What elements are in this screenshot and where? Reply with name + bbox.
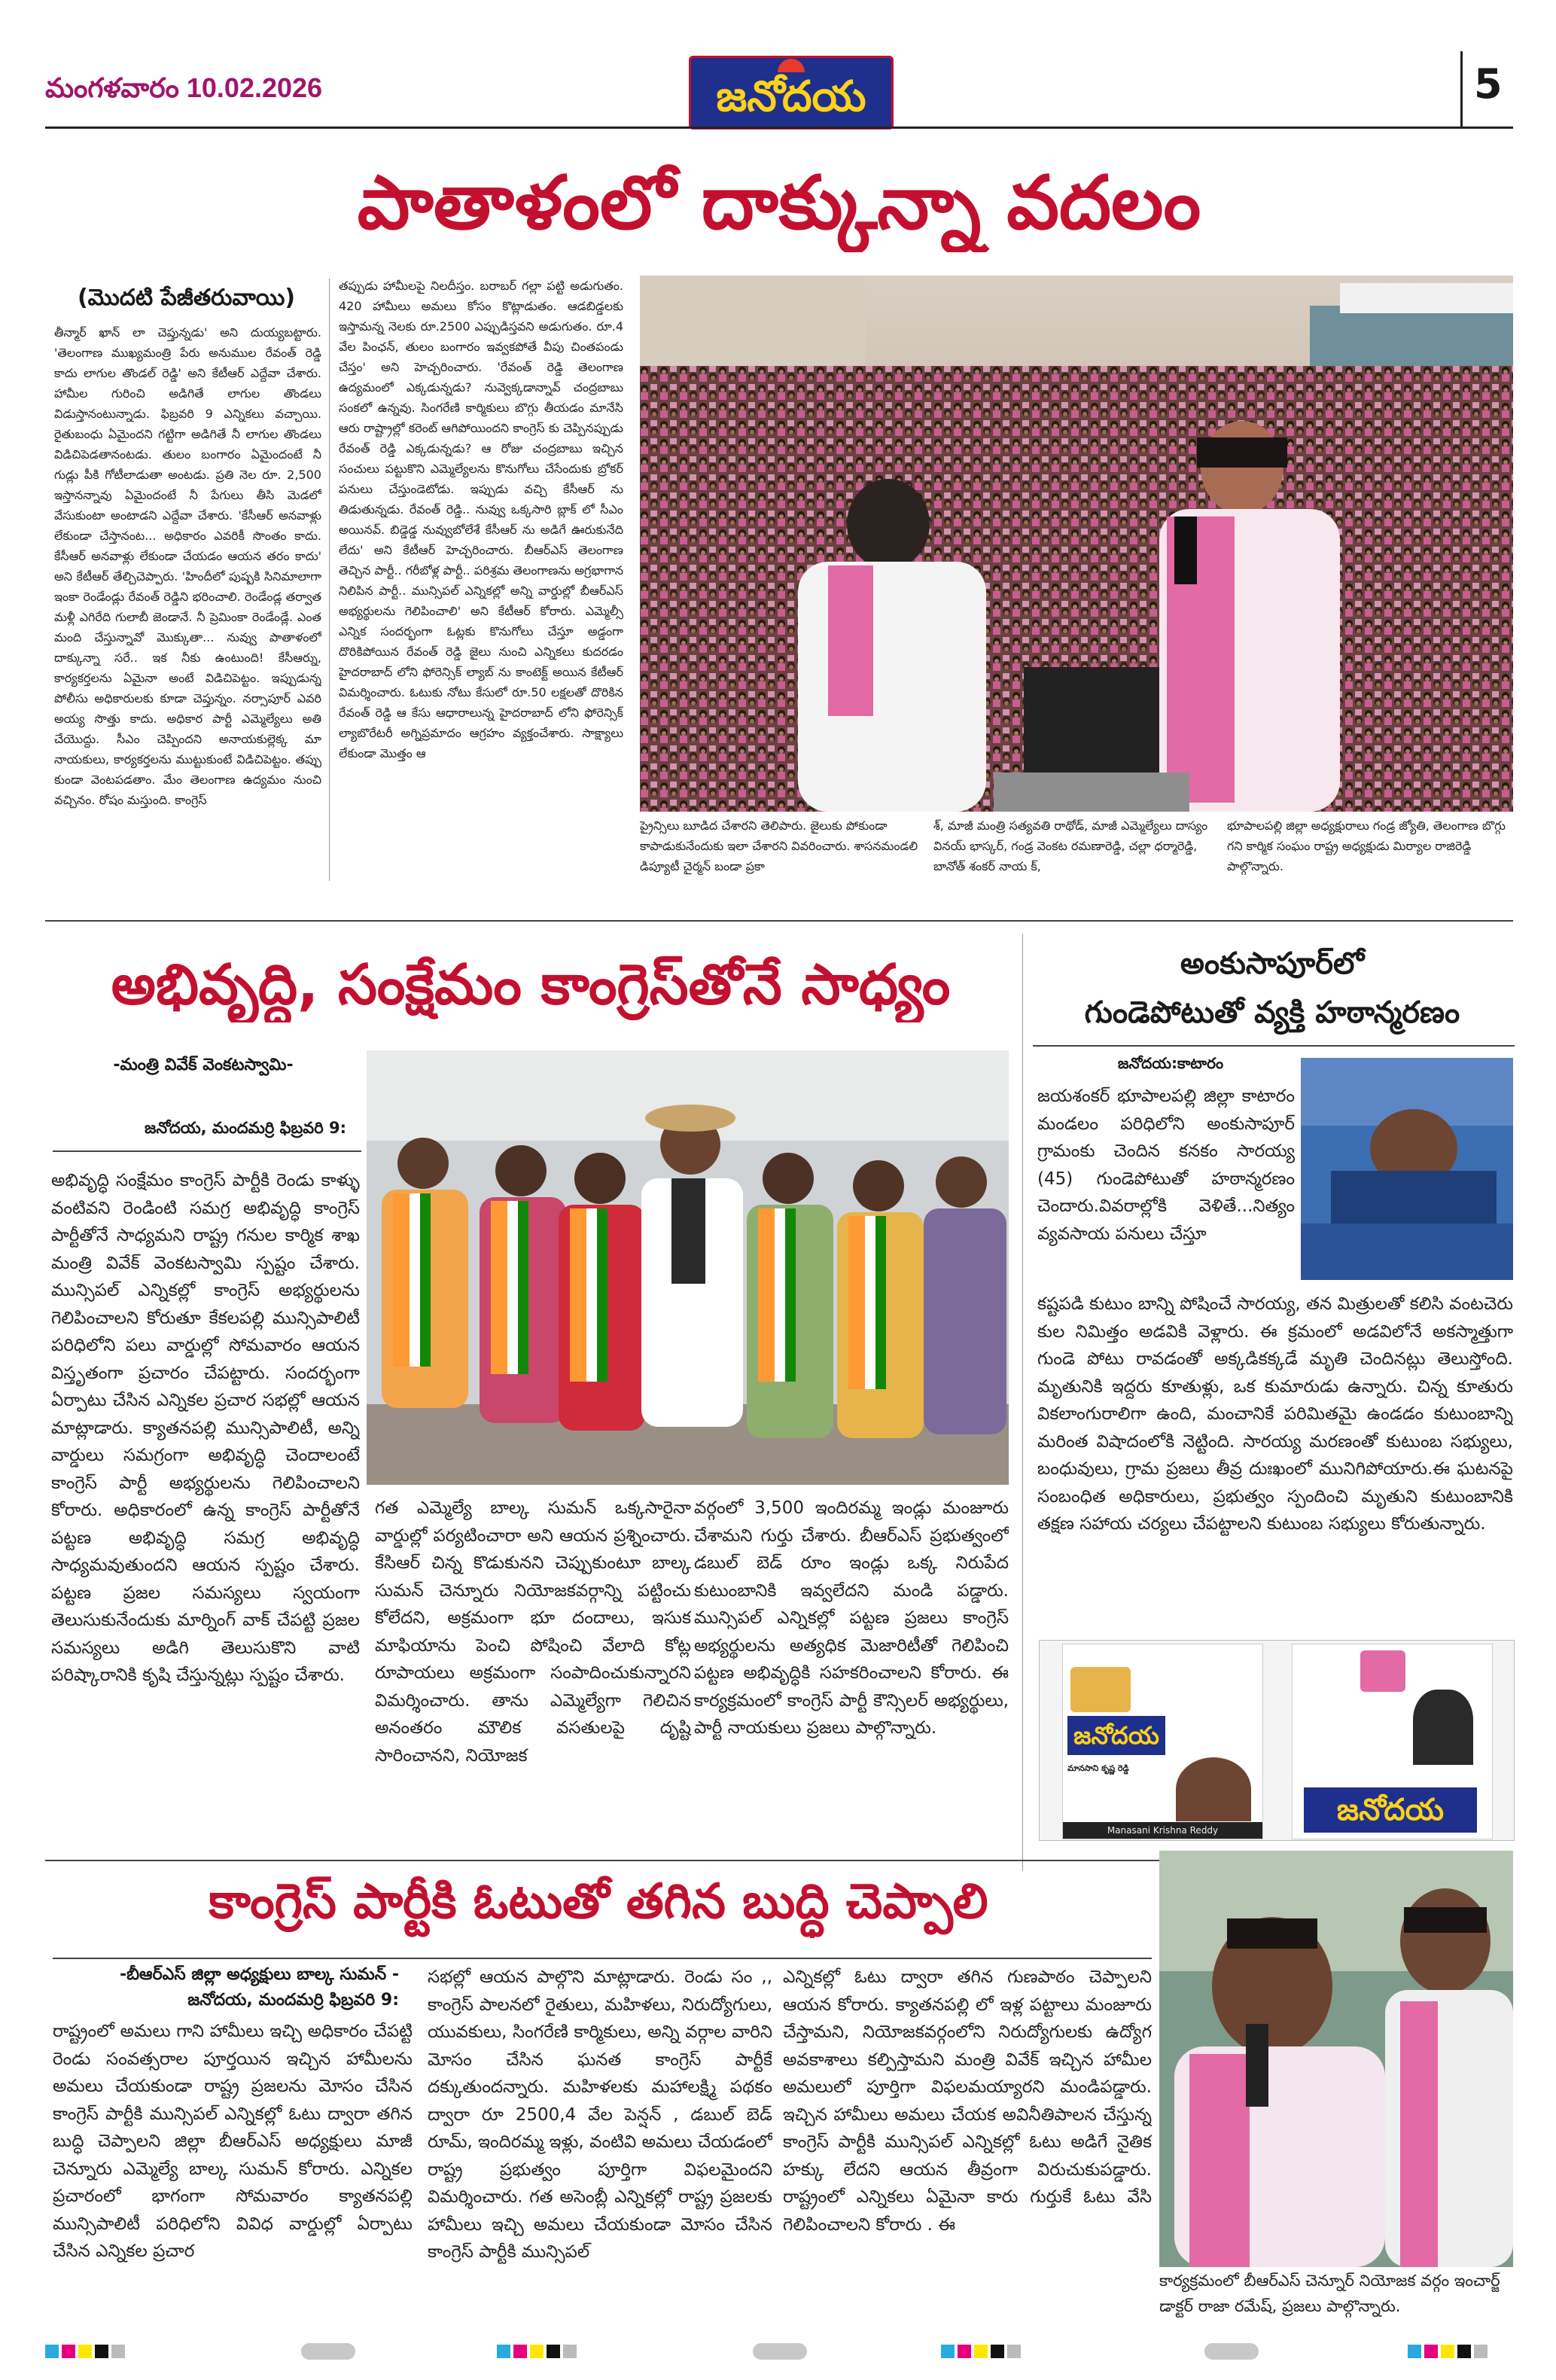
continuation-label: (మొదటి పేజీతరువాయి) [77,285,296,311]
lead-column-1: తీన్మార్ ఖాన్ లా చెప్తున్నడు' అని దుయ్యబట్టారు. 'తెలంగాణ ముఖ్యమంత్రి పేరు అనుముల రేవంత్ రెడ్డి కాదు లాగుల తొండల్ రెడ్డి' అని కేటీఆర్ ఎద్దేవా చేశారు. హామీల గురించి అడిగితే లాగుల తొండలు విడుస్తానంటున్నాడు. ఫిబ్రవరి 9 ఎన్నికలు వచ్చాయి. రైతుబంధు ఏమైందని గట్టిగా అడిగితే నీ లాగుల తొండలు విడిచిపెడతానంటడు. తులం బంగారం ఏమైందంటే నీ గుడ్లు పీకి గోటీలాడుతా అంటడు. ప్రతి నెల రూ. 2,500 ఇస్తానన్నావు ఏమైందంటే నీ పేగులు తీసి మెడలో వేసుకుంటా అంటాడని ఎద్దేవా చేశారు. 'కేసీఆర్ అనవాళ్లు లేకుండా చేస్తానంట... అధికారం ఎవరికీ సొంతం కాదు. కేసీఆర్ అనవాళ్లు లేకుండా చేయడం ఆయన తరం కాదు' అని కేటీఆర్ తేల్చిచెప్పారు. 'హిందీలో పుష్పకి సినిమాలాగా ఇంకా రెండేండ్లు రేవంత్ రెడ్డిని భరించాలి. రెండేండ్ల తర్వాత మళ్లీ ఎగిరేది గులాబీ జెండానే. నీ ప్రెమింకా రెండేండ్లే. ఎంత మంది చేస్తున్నావో మొక్కుతా... నువ్వు పాతాళంలో దాక్కున్నా సరే.. ఇక నీకు ఉంటుంది! కేసీఆర్ను, కార్యకర్తలను ఏమైనా అంటే విడిచిపెట్టం. ఇప్పుడున్న పోలీసు అధికారులకు కూడా చెప్తున్నం. నర్సాపూర్ ఎవరి అయ్య సొత్తు కాదు. అధికార పార్టీ ఎమ్మెల్యేలు అతి చేయొద్దు. సీఎం చెప్పిందని అనాయకుల్లెక్క మా నాయకులు, కార్యకర్తలను ముట్టుకుంటే విడిచిపెట్టం. తప్పు కుండా వెంటపడతాం. మేం తెలంగాణ ఉద్యమం నుంచి వచ్చినం. రోషం మస్తుంది. కాంగ్రెస్ [54,325,321,807]
ad-left-name: మానసాని కృష్ణ రెడ్డి [1067,1763,1129,1773]
lead-column-2: తప్పుడు హామీలపై నిలదీస్తం. బరాబర్ గల్లా పట్టి అడుగుతం. 420 హామీలు అమలు కోసం కొట్లాడుతం. ఆడబిడ్డలకు ఇస్తామన్న నెలకు రూ.2500 ఎప్పుడిస్తవని అడుగుతం. రూ.4 వేల పింఛన్, తులం బంగారం ఇవ్వకపోతే వీపు చింతపండు చేస్తం' అని హెచ్చరించారు. 'రేవంత్ రెడ్డి తెలంగాణ ఉద్యమంలో ఎక్కడున్నడు? నువ్వెక్కడాన్నావ్ చంద్రబాబు సంకలో ఉన్నవు. సింగరేణి కార్మికులు బొగ్గు తీయడం మానేసి ఆరు రాష్ట్రాల్లో కరెంట్ ఆగిపోయిందని కాంగ్రెస్ కు చెప్పినప్పుడు రేవంత్ రెడ్డి ఎక్కడున్నడు? ఆ రోజు చంద్రబాబు ఇచ్చిన సంచులు పట్టుకొని ఎమ్మెల్యేలను కొనుగోలు చేసేందుకు బ్రోకర్ పనులు చేస్తుండెటోడు. ఇప్పుడు వచ్చి కేసీఆర్ ను తిడుతున్నడు. రేవంత్ రెడ్డి.. నువ్వు ఒక్కసారి బ్లాక్ లో సీఎం అయినవ్. బిడ్డెడ్డ నువ్వుబోలేశే కేసీఆర్ ను అడిగే ఊరుకునేది లేదు' అని కేటీఆర్ హెచ్చరించారు. బీఆర్ఎస్ తెలంగాణ తెచ్చిన పార్టీ.. గరీబోళ్ల పార్టీ.. పరిశ్రమ తెలంగాణను అగ్రభాగాన నిలిపిన పార్టీ.. మున్సిపల్ ఎన్నికల్లో అన్ని వార్డుల్లో బీఆర్ఎస్ అభ్యర్థులను గెలిపించాలి' అని కేటీఆర్ కోరారు. ఎమ్మెల్సీ ఎన్నిక సందర్భంగా ఓట్లకు కొనుగోలు చేస్తూ అడ్డంగా దొరికిపోయిన రేవంత్ రెడ్డి జైలు నుంచి ఎన్నికలు కుదరడం హైదరాబాద్ లోని ఫోరెన్సిక్ ల్యాబ్ ను కాంటెక్ట్ అయిన కేటీఆర్ విమర్శించారు. ఓటుకు నోటు కేసులో రూ.50 లక్షలతో దొరికిన రేవంత్ రెడ్డి ఆ కేసు ఆధారాలున్న హైదరాబాద్ లోని ఫోరెన్సిక్ ల్యాబొరేటరీ అగ్నిప్రమాదం ఆగ్రహం వ్యక్తంచేశారు. సాక్ష్యాలు లేకుండా మొత్తం ఆ [339,279,623,760]
speaker-photo [1159,1851,1513,2267]
ad-left-portrait [1070,1667,1131,1712]
story3-headline-line-2: గుండెపోటుతో వ్యక్తి హఠాన్మరణం [1084,995,1460,1030]
lead-photo-caption-2: శ్, మాజీ మంత్రి సత్యవతి రాథోడ్, మాజీ ఎమ్మెల్యేలు దాస్యం వినయ్ భాస్కర్, గండ్ర వెంకట రమణారెడ్డి, చల్లా ధర్మారెడ్డి, బానోత్ శంకర్ నాయ క్, [933,818,1208,873]
masthead-logo [689,56,894,130]
story2-column-3: వర్గంలో 3,500 ఇందిరమ్మ ఇండ్లు మంజూరు చేశామని గుర్తు చేశారు. బీఆర్ఎస్ ప్రభుత్వంలో డబుల్ బెడ్ రూం ఇండ్లు ఒక్క నిరుపేద కుటుంబానికి ఇవ్వలేదని మండి పడ్డారు. మున్సిపల్ ఎన్నికల్లో పట్టణ ప్రజలు కాంగ్రెస్ అభ్యర్థులను అత్యధిక మెజారిటీతో గెలిపించి పట్టణ అభివృద్ధికి సహకరించాలని కోరారు. ఈ కార్యక్రమంలో కాంగ్రెస్ పార్టీ కౌన్సిలర్ అభ్యర్థులు, పార్టీ నాయకులు ప్రజలు పాల్గొన్నారు. [694,1498,1009,1738]
story2-headline: అభివృద్ధి, సంక్షేమం కాంగ్రెస్‌తోనే సాధ్యం [111,952,951,1017]
story3-body-bottom: కష్టపడి కుటుం బాన్ని పోషించే సారయ్య, తన మిత్రులతో కలిసి వంటచెరు కుల నిమిత్తం అడవికి వెళ్లారు. ఈ క్రమంలో అడవిలోనే అకస్మాత్తుగా గుండె పోటు రావడంతో అక్కడికక్కడే మృతి చెందినట్లు తెలుస్తోంది. మృతునికి ఇద్దరు కూతుళ్లు, ఒక కుమారుడు ఉన్నారు. చిన్న కూతురు వికలాంగురాలిగా ఉంది, మంచానికే పరిమితమై ఉండడం కుటుంబాన్ని మరింత విషాదంలోకి నెట్టింది. సారయ్య మరణంతో కుటుంబ సభ్యులు, బంధువులు, గ్రామ ప్రజలు తీవ్ర దుఃఖంలో మునిగిపోయారు.ఈ ఘటనపై సంబంధిత అధికారులు, ప్రభుత్వం స్పందించి మృతుని కుటుంబానికి తక్షణ సహాయ చర్యలు చేపట్టాలని కుటుంబ సభ్యులు కోరుతున్నారు. [1037,1294,1513,1534]
ad-left-footer: Manasani Krishna Reddy [1063,1822,1262,1839]
story4-dateline: జనోదయ, మందమర్రి ఫిబ్రవరి 9: [187,1991,399,2010]
story4-byline: -బీఆర్ఎస్ జిల్లా అధ్యక్షులు బాల్క సుమన్ - [119,1965,399,1984]
ad-right [1292,1644,1493,1839]
ad-right-avatar [1413,1690,1473,1765]
story2-dateline: జనోదయ, మందమర్రి ఫిబ్రవరి 9: [144,1119,346,1137]
campaign-photo [367,1050,1009,1485]
page-number: 5 [1474,60,1503,108]
lead-headline: పాతాళంలో దాక్కున్నా వదలం [357,160,1201,246]
story2-byline: -మంత్రి వివేక్ వెంకటస్వామి- [113,1056,294,1074]
rally-photo [640,276,1513,812]
story2-column-1: అభివృద్ధి సంక్షేమం కాంగ్రెస్ పార్టీకి రెండు కాళ్ళు వంటివని రెండింటి సమగ్ర అభివృద్ధి కాంగ్రెస్ పార్టీతోనే సాధ్యమని రాష్ట్ర గనుల కార్మిక శాఖ మంత్రి వివేక్ వెంకటస్వామి స్పష్టం చేశారు. మున్సిపల్ ఎన్నికల్లో కాంగ్రెస్ అభ్యర్థులను గెలిపించాలని కోరుతూ కేకలపల్లి మున్సిపాలిటీ పరిధిలోని పలు వార్డుల్లో సోమవారం ఆయన విస్తృతంగా ప్రచారం చేపట్టారు. సందర్భంగా ఏర్పాటు చేసిన ఎన్నికల ప్రచార సభల్లో ఆయన మాట్లాడారు. క్యాతనపల్లి మున్సిపాలిటీ, అన్ని వార్డులు సమగ్రంగా అభివృద్ధి చెందాలంటే కాంగ్రెస్ పార్టీ అభ్యర్థులను గెలిపించాలని కోరారు. అధికారంలో ఉన్న కాంగ్రెస్ పార్టీతోనే పట్టణ అభివృద్ధి సమగ్ర అభివృద్ధి సాధ్యమవుతుందని ఆయన స్పష్టం చేశారు. పట్టణ ప్రజల సమస్యలు స్వయంగా తెలుసుకునేందుకు మార్నింగ్ వాక్ చేపట్టి ప్రజల సమస్యలు అడిగి తెలుసుకొని వాటి పరిష్కారానికి కృషి చేస్తున్నట్లు స్పష్టం చేశారు. [51,1171,360,1685]
lead-photo-caption-3: భూపాలపల్లి జిల్లా అధ్యక్షురాలు గండ్ర జ్యోతి, తెలంగాణ బొగ్గు గని కార్మిక సంఘం రాష్ట్ర అధ్యక్షుడు మిర్యాల రాజిరెడ్డి పాల్గొన్నారు. [1227,818,1506,873]
date-label: మంగళవారం 10.02.2026 [45,72,323,103]
ad-left-brand: జనోదయ [1067,1716,1165,1755]
story3-dateline: జనోదయ:కాటారం [1117,1054,1224,1072]
story4-column-2: సభల్లో ఆయన పాల్గొని మాట్లాడారు. రెండు సం ,, కాంగ్రెస్ పాలనలో రైతులు, మహిళలు, నిరుద్యోగులు, యువకులు, సింగరేణి కార్మికులు, అన్ని వర్గాల వారిని మోసం చేసిన ఘనత కాంగ్రెస్ పార్టీకే దక్కుతుందన్నారు. మహిళలకు మహాలక్ష్మి పథకం ద్వారా రూ 2500,4 వేల పెన్షన్ , డబుల్ బెడ్ రూమ్, ఇందిరమ్మ ఇళ్లు, వంటివి అమలు చేయడంలో రాష్ట్ర ప్రభుత్వం పూర్తిగా విఫలమైందని విమర్శించారు. గత అసెంబ్లీ ఎన్నికల్లో రాష్ట్ర ప్రజలకు హామీలు ఇచ్చి అమలు చేయకుండా మోసం చేసిన కాంగ్రెస్ పార్టీకి మున్సిపల్ [428,1967,772,2262]
speaker-photo-caption: కార్యక్రమంలో బీఆర్ఎస్ చెన్నూర్ నియోజక వర్గం ఇంచార్జ్ డాక్టర్ రాజా రమేష్, ప్రజలు పాల్గొన్నారు. [1159,2272,1500,2315]
story3-body-top: జయశంకర్ భూపాలపల్లి జిల్లా కాటారం మండలం పరిధిలోని అంకుసాపూర్ గ్రామంకు చెందిన కనకం సారయ్య (45) గుండెపోటుతో హఠాన్మరణం చెందారు.వివరాల్లోకి వెళితే...నిత్యం వ్యవసాయ పనులు చేస్తూ [1037,1086,1295,1244]
story2-column-2: గత ఎమ్మెల్యే బాల్క సుమన్ ఒక్కసారైనా వార్డుల్లో పర్యటించారా అని ఆయన ప్రశ్నించారు. కేసిఆర్ చిన్న కొడుకునని చెప్పుకుంటూ బాల్క సుమన్ చెన్నూరు నియోజకవర్గాన్ని పట్టించు కోలేదని, అక్రమంగా భూ దందాలు, ఇసుక మాఫియాను పెంచి పోషించి వేలాది కోట్ల రూపాయలు అక్రమంగా సంపాదించుకున్నారని విమర్శించారు. తాను ఎమ్మెల్యేగా గెలిచిన అనంతరం మౌలిక వసతులపై దృష్టి సారించానని, నియోజక [375,1498,691,1766]
masthead-title: జనోదయ [716,72,866,121]
ad-panel [1039,1640,1515,1841]
ad-right-brand: జనోదయ [1304,1787,1477,1833]
story3-headline-line-1: అంకుసాపూర్‌లో [1180,946,1365,981]
ad-right-portrait [1360,1650,1405,1692]
story4-column-3: ఎన్నికల్లో ఓటు ద్వారా తగిన గుణపాఠం చెప్పాలని ఆయన కోరారు. క్యాతనపల్లి లో ఇళ్ల పట్టాలు మంజూరు చేస్తామని, నియోజకవర్గంలోని నిరుద్యోగులకు ఉద్యోగ అవకాశాలు కల్పిస్తామని మంత్రి వివేక్ ఇచ్చిన హామీల అమలులో పూర్తిగా విఫలమయ్యారని మండిపడ్డారు. ఇచ్చిన హామీలు అమలు చేయక అవినీతిపాలన చేస్తున్న కాంగ్రెస్ పార్టీకి మున్సిపల్ ఎన్నికల్లో ఓటు అడిగే నైతిక హక్కు లేదని ఆయన తీవ్రంగా విరుచుకుపడ్డారు. రాష్ట్రంలో ఎన్నికలు ఏమైనా కారు గుర్తుకే ఓటు వేసి గెలిపించాలని కోరారు . ఈ [783,1967,1152,2235]
story4-headline: కాంగ్రెస్ పార్టీకి ఓటుతో తగిన బుద్ధి చెప్పాలి [209,1874,988,1930]
ad-left-avatar [1176,1757,1251,1821]
registration-strip [0,2342,1556,2364]
deceased-photo [1301,1058,1513,1280]
story4-column-1: రాష్ట్రంలో అమలు గాని హామీలు ఇచ్చి అధికారం చేపట్టి రెండు సంవత్సరాల పూర్తయిన ఇచ్చిన హామీలను అమలు చేయకుండా రాష్ట్ర ప్రజలను మోసం చేసిన కాంగ్రెస్ పార్టీకి మున్సిపల్ ఎన్నికల్లో ఓటు ద్వారా తగిన బుద్ధి చెప్పాలని జిల్లా బీఆర్ఎస్ అధ్యక్షులు మాజీ చెన్నూరు ఎమ్మెల్యే బాల్క సుమన్ కోరారు. ఎన్నికల ప్రచారంలో భాగంగా సోమవారం క్యాతనపల్లి మున్సిపాలిటీ పరిధిలోని వివిధ వార్డుల్లో ఏర్పాటు చేసిన ఎన్నికల ప్రచార [53,2022,413,2261]
lead-photo-caption-1: ప్రైన్సిలు బూడిద చేశారని తెలిపారు. జైలుకు పోకుండా కాపాడుకునేందుకు ఇలా చేశారని వివరించారు. శాసనమండలి డిప్యూటీ చైర్మన్ బండా ప్రకా [640,818,918,873]
ad-left [1062,1644,1263,1839]
